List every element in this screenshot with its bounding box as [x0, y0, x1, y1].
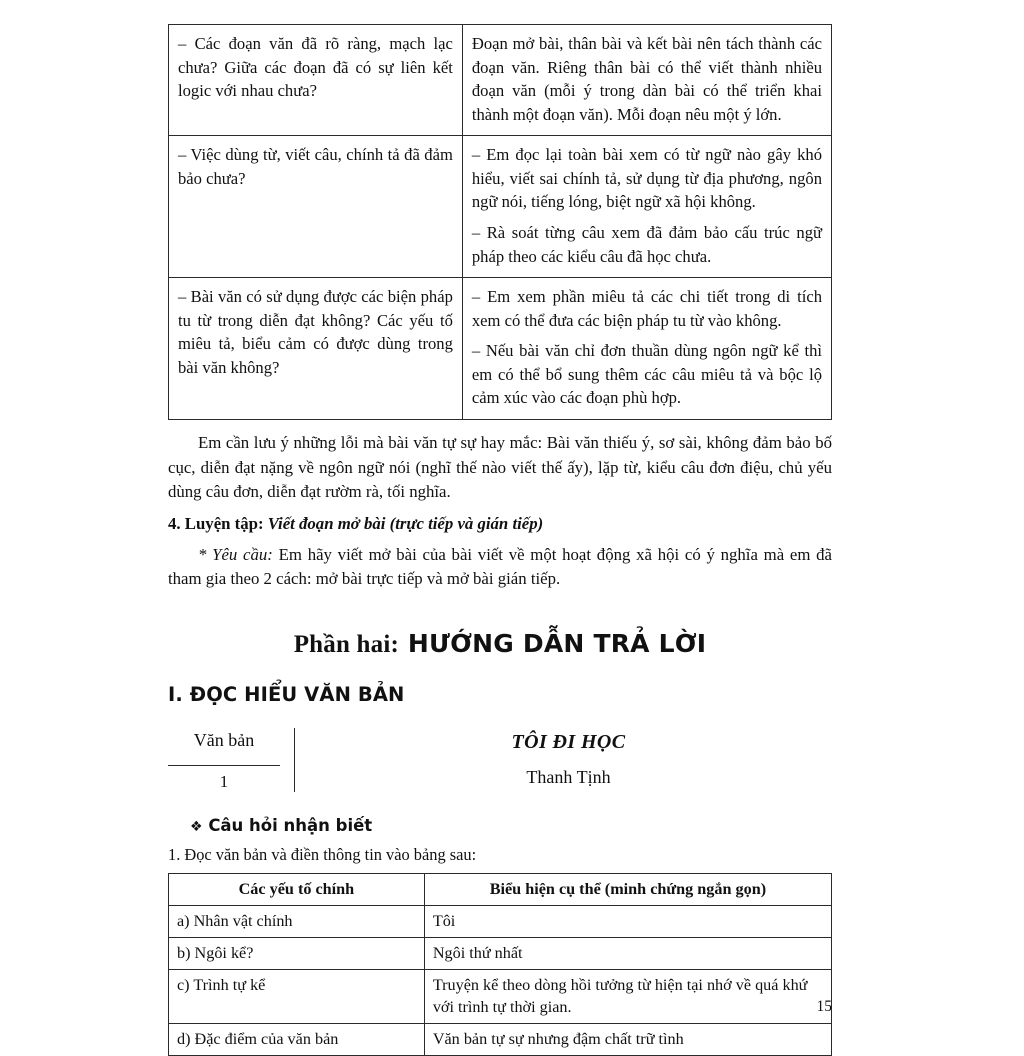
- practice-title: Viết đoạn mở bài (trực tiếp và gián tiếp): [267, 513, 544, 533]
- checklist-question-text: – Các đoạn văn đã rõ ràng, mạch lạc chưa? Giữa các đoạn đã có sự liên kết logic với nhau chưa?: [178, 34, 453, 101]
- diamond-bullet-icon: ❖: [190, 819, 203, 835]
- answer-evidence-cell: Ngôi thứ nhất: [424, 938, 831, 970]
- part-heading: [168, 629, 832, 659]
- column-header-factors: Các yếu tố chính: [169, 874, 425, 906]
- vanban-label: Văn bản: [193, 730, 255, 750]
- checklist-question-text: – Việc dùng từ, viết câu, chính tả đã đảm bảo chưa?: [178, 145, 453, 188]
- work-title: TÔI ĐI HỌC: [511, 731, 626, 753]
- table-row: [169, 136, 832, 278]
- answer-table: [168, 873, 832, 1056]
- practice-requirement: [168, 543, 832, 592]
- answer-evidence-cell: Truyện kể theo dòng hồi tưởng từ hiện tại nhớ về quá khứ với trình tự thời gian.: [424, 970, 831, 1024]
- checklist-question-cell: [169, 278, 463, 420]
- table-header-row: [169, 874, 832, 906]
- checklist-table: [168, 24, 832, 420]
- table-row: [169, 278, 832, 420]
- text-identity-block: [168, 728, 832, 792]
- checklist-answer-cell: [462, 278, 831, 420]
- checklist-question-text: – Bài văn có sử dụng được các biện pháp tu từ trong diễn đạt không? Các yếu tố miêu tả, biểu cảm có được dùng trong bài văn không?: [178, 287, 453, 377]
- page-content: [168, 24, 832, 1056]
- table-row: [169, 25, 832, 136]
- checklist-answer-cell: [462, 136, 831, 278]
- table-row: [169, 938, 832, 970]
- checklist-answer-text: – Rà soát từng câu xem đã đảm bảo cấu trúc ngữ pháp theo các kiểu câu đã học chưa.: [471, 222, 822, 266]
- requirement-text: Em hãy viết mở bài của bài viết về một hoạt động xã hội có ý nghĩa mà em đã tham gia theo 2 cách: mở bài trực tiếp và mở bài gián tiếp.: [168, 544, 832, 589]
- page-number: 15: [816, 998, 832, 1015]
- work-author: Thanh Tịnh: [526, 767, 611, 787]
- answer-factor-cell: a) Nhân vật chính: [169, 906, 425, 938]
- answer-factor-cell: c) Trình tự kể: [169, 970, 425, 1024]
- table-row: [169, 970, 832, 1024]
- question-instruction: 1. Đọc văn bản và điền thông tin vào bảng sau:: [168, 845, 477, 864]
- part-heading-main: HƯỚNG DẪN TRẢ LỜI: [407, 629, 707, 658]
- section-heading-reading: I. ĐỌC HIỂU VĂN BẢN: [168, 683, 405, 706]
- checklist-answer-text: – Em xem phần miêu tả các chi tiết trong di tích xem có thể đưa các biện pháp tu từ vào không.: [471, 287, 822, 330]
- answer-factor-cell: b) Ngôi kể?: [169, 938, 425, 970]
- table-row: [169, 906, 832, 938]
- checklist-question-cell: [169, 25, 463, 136]
- answer-factor-cell: d) Đặc điểm của văn bản: [169, 1024, 425, 1056]
- text-identity-right: [295, 728, 832, 792]
- vanban-number: 1: [168, 765, 280, 792]
- column-header-evidence: Biểu hiện cụ thể (minh chứng ngắn gọn): [424, 874, 831, 906]
- practice-heading: [168, 512, 832, 537]
- answer-evidence-cell: Tôi: [424, 906, 831, 938]
- requirement-label: * Yêu cầu:: [198, 544, 273, 564]
- practice-number-label: 4. Luyện tập:: [168, 513, 264, 533]
- note-paragraph: Em cần lưu ý những lỗi mà bài văn tự sự hay mắc: Bài văn thiếu ý, sơ sài, không đảm bảo bố cục, diễn đạt nặng về ngôn ngữ nói (nghĩ thế nào viết thế ấy), lặp từ, kiểu câu đơn điệu, chủ yếu dùng câu đơn, diễn đạt rườm rà, tối nghĩa.: [168, 432, 832, 502]
- checklist-answer-text: – Nếu bài văn chỉ đơn thuần dùng ngôn ngữ kể thì em có thể bổ sung thêm các câu miêu tả và bộc lộ cảm xúc vào các đoạn phù hợp.: [471, 341, 822, 408]
- checklist-answer-cell: [462, 25, 831, 136]
- checklist-answer-text: – Em đọc lại toàn bài xem có từ ngữ nào gây khó hiểu, viết sai chính tả, sử dụng từ địa phương, ngôn ngữ nói, tiếng lóng, biệt ngữ xã hội không.: [471, 145, 822, 212]
- checklist-answer-text: Đoạn mở bài, thân bài và kết bài nên tách thành các đoạn văn. Riêng thân bài có thể viết thành nhiều đoạn văn (mỗi ý trong dàn bài có thể triển khai thành một đoạn văn). Mỗi đoạn nêu một ý lớn.: [471, 34, 822, 124]
- part-heading-prefix: Phần hai:: [293, 631, 400, 658]
- text-identity-left: [168, 728, 295, 792]
- table-row: [169, 1024, 832, 1056]
- question-section-title: Câu hỏi nhận biết: [208, 816, 373, 835]
- checklist-question-cell: [169, 136, 463, 278]
- question-section-heading: [190, 816, 832, 835]
- answer-evidence-cell: Văn bản tự sự nhưng đậm chất trữ tình: [424, 1024, 831, 1056]
